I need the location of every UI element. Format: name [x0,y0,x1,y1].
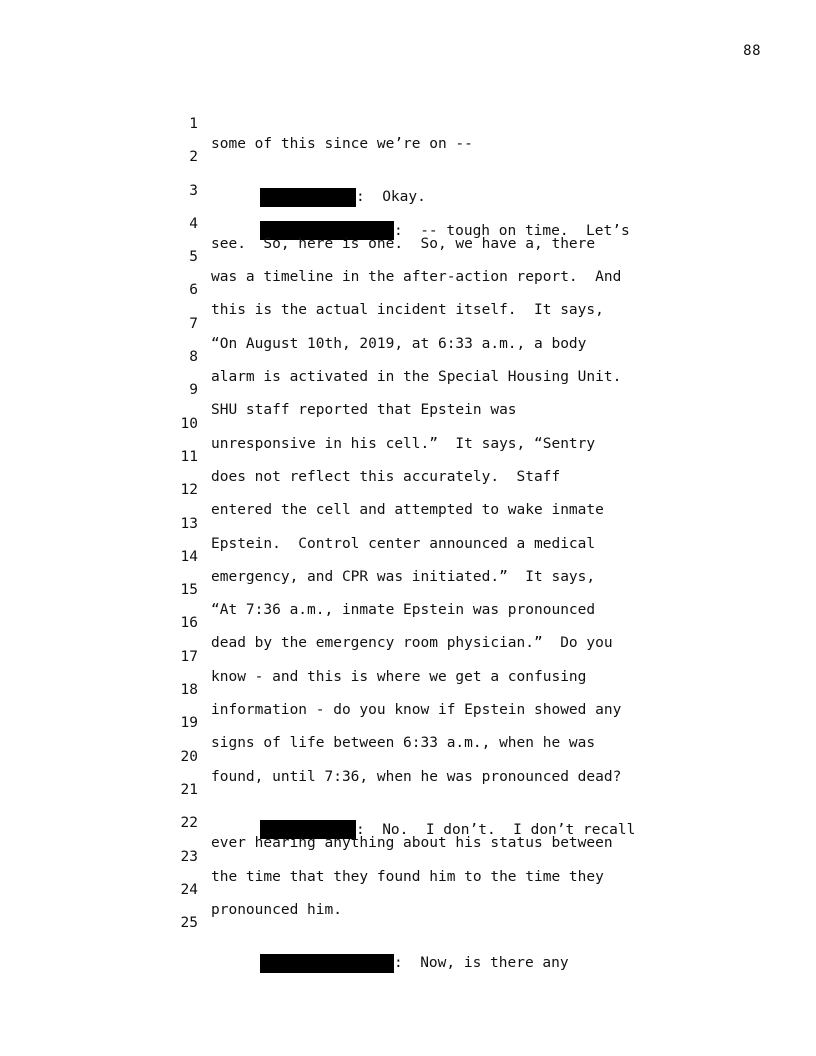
transcript-line [0,560,816,619]
line-text: emergency, and CPR was initiated.” It says, [211,568,596,585]
transcript-line [0,294,816,352]
line-number: 5 [189,249,198,266]
transcript-line [0,893,816,972]
line-text: ever hearing anything about his status between [211,835,613,852]
transcript-line [0,860,816,918]
transcript-line [0,260,816,319]
line-text: : Okay. [356,189,426,206]
line-text: does not reflect this accurately. Staff [211,468,561,485]
line-number: 12 [180,482,198,499]
line-text: : -- tough on time. Let’s [394,222,630,239]
speaker-line [260,953,569,973]
line-number: 10 [180,415,198,432]
page-number: 88 [743,43,761,59]
line-number: 4 [189,215,198,232]
transcript-line [0,527,816,585]
line-number: 17 [180,648,198,665]
transcript-line [0,460,816,519]
transcript-line [0,127,816,206]
transcript-line [0,494,816,552]
line-text: : No. I don’t. I don’t recall [356,821,636,838]
line-number: 2 [189,149,198,166]
line-text: “On August 10th, 2019, at 6:33 a.m., a body [211,335,587,352]
line-number: 23 [180,848,198,865]
transcript-line [0,660,816,719]
line-text: “At 7:36 a.m., inmate Epstein was pronounced [211,602,596,619]
line-text: alarm is activated in the Special Housing Unit. [211,369,622,386]
transcript-line [0,94,816,152]
line-text: information - do you know if Epstein showed any [211,702,622,719]
line-text: unresponsive in his cell.” It says, “Sentry [211,435,596,452]
line-text: Epstein. Control center announced a medical [211,535,596,552]
line-number: 19 [180,715,198,732]
line-text: this is the actual incident itself. It says, [211,302,604,319]
transcript-line [0,593,816,652]
line-number: 20 [180,748,198,765]
speaker-redaction [260,954,394,973]
line-text: the time that they found him to the time they [211,868,604,885]
line-text: some of this since we’re on -- [211,136,473,152]
line-text: signs of life between 6:33 a.m., when he was [211,735,596,752]
line-number: 11 [180,448,198,465]
transcript-line [0,327,816,386]
line-number: 18 [180,682,198,699]
line-text: dead by the emergency room physician.” Do you [211,635,613,652]
line-number: 9 [189,382,198,399]
transcript-line [0,227,816,286]
transcript-line [0,427,816,485]
line-number: 16 [180,615,198,632]
line-text: was a timeline in the after-action report. And [211,269,622,286]
line-number: 24 [180,881,198,898]
transcript-body [0,94,816,972]
line-number: 1 [189,116,198,132]
line-text: : Now, is there any [394,955,569,972]
line-number: 22 [180,815,198,832]
transcript-line [0,727,816,785]
line-text: know - and this is where we get a confusing [211,668,587,685]
transcript-line [0,827,816,885]
transcript-line [0,693,816,752]
line-number: 6 [189,282,198,299]
transcript-line [0,627,816,685]
line-number: 8 [189,349,198,366]
line-number: 15 [180,582,198,599]
transcript-line [0,360,816,419]
line-number: 25 [180,915,198,932]
line-text: see. So, here is one. So, we have a, there [211,235,596,252]
line-number: 21 [180,781,198,798]
line-text: entered the cell and attempted to wake inmate [211,502,604,519]
line-number: 14 [180,548,198,565]
line-text: SHU staff reported that Epstein was [211,402,517,419]
line-text: found, until 7:36, when he was pronounced dead? [211,768,622,785]
line-number: 7 [189,315,198,332]
transcript-line [0,394,816,452]
line-text: pronounced him. [211,901,342,918]
line-number: 3 [189,182,198,199]
line-number: 13 [180,515,198,532]
